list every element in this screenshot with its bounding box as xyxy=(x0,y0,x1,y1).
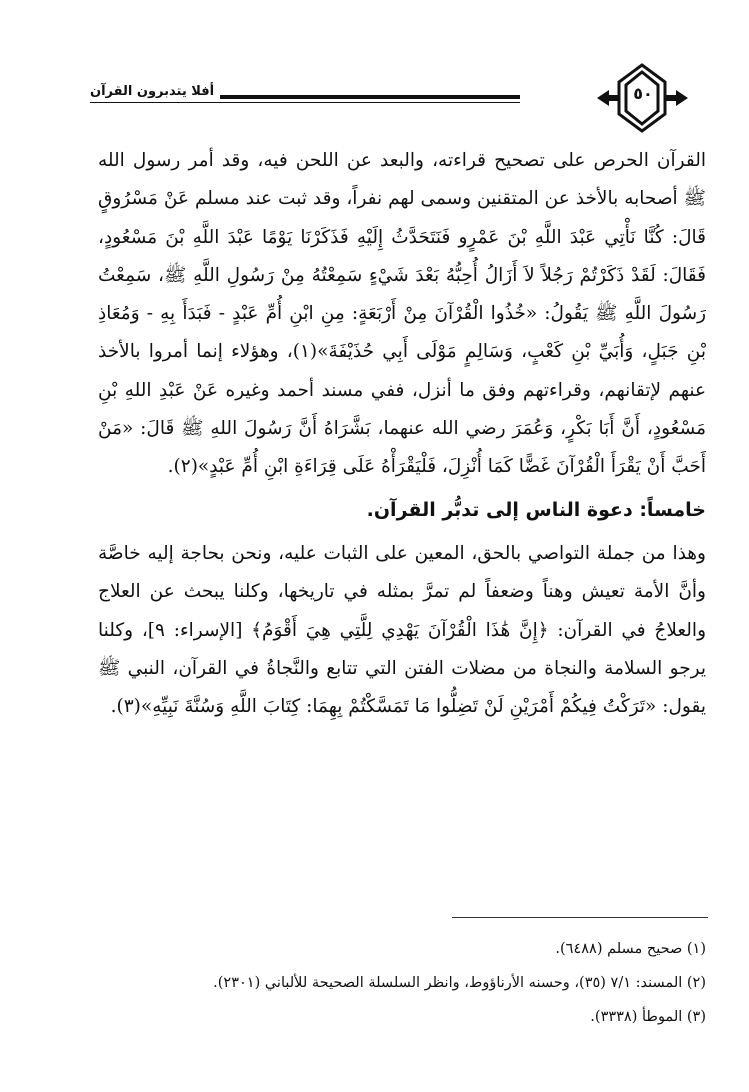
book-title: أفلا يتدبرون القرآن xyxy=(90,84,220,99)
footnote: (٣) الموطأ (٣٣٣٨). xyxy=(590,1009,706,1025)
footnote-separator xyxy=(452,917,708,918)
paragraph: القرآن الحرص على تصحيح قراءته، والبعد عن اللحن فيه، وقد أمر رسول الله ﷺ أصحابه بالأخذ عن المتقنين وسمى لهم نفراً، وقد ثبت عند مسلم عَنْ مَسْرُوقٍ قَالَ: كُنَّا نَأْتِي عَبْدَ اللَّهِ بْنَ عَمْرٍو فَنَتَحَدَّثُ إِلَيْهِ فَذَكَرْنَا يَوْمًا عَبْدَ اللَّهِ بْنَ مَسْعُودٍ، فَقَالَ: لَقَدْ ذَكَرْتُمْ رَجُلاً لاَ أَزَالُ أُحِبُّهُ بَعْدَ شَيْءٍ سَمِعْتُهُ مِنْ رَسُولِ اللَّهِ ﷺ، سَمِعْتُ رَسُولَ اللَّهِ ﷺ يَقُولُ: «خُذُوا الْقُرْآنَ مِنْ أَرْبَعَةٍ: مِنِ ابْنِ أُمِّ عَبْدٍ - فَبَدَأَ بِهِ - وَمُعَاذِ بْنِ جَبَلٍ، وَأُبَيِّ بْنِ كَعْبٍ، وَسَالِمٍ مَوْلَى أَبِي حُذَيْفَةَ»(١)، وهؤلاء إنما أمروا بالأخذ عنهم لإتقانهم، وقراءتهم وفق ما أنزل، ففي مسند أحمد وغيره عَنْ عَبْدِ اللهِ بْنِ مَسْعُودٍ، أَنَّ أَبَا بَكْرٍ، وَعُمَرَ رضي الله عنهما، بَشَّرَاهُ أَنَّ رَسُولَ اللهِ ﷺ قَالَ: «مَنْ أَحَبَّ أَنْ يَقْرَأَ الْقُرْآنَ غَضًّا كَمَا أُنْزِلَ، فَلْيَقْرَأْهُ عَلَى قِرَاءَةِ ابْنِ أُمِّ عَبْدٍ»(٢). xyxy=(98,150,706,478)
paragraph: وهذا من جملة التواصي بالحق، المعين على الثبات عليه، ونحن بحاجة إليه خاصَّة وأنَّ الأمة تعيش وهناً وضعفاً لم تمرَّ بمثله في تاريخها، وكلنا يبحث عن العلاج والعلاجُ في القرآن: ﴿إِنَّ هَٰذَا الْقُرْآنَ يَهْدِي لِلَّتِي هِيَ أَقْوَمُ﴾ [الإسراء: ٩]، وكلنا يرجو السلامة والنجاة من مضلات الفتن التي تتابع والنَّجاةُ في القرآن، النبي ﷺ يقول: «تَرَكْتُ فِيكُمْ أَمْرَيْنِ لَنْ تَضِلُّوا مَا تَمَسَّكْتُمْ بِهِمَا: كِتَابَ اللَّهِ وَسُنَّةَ نَبِيِّهِ»(٣). xyxy=(98,542,707,718)
page-number: ٥٠ xyxy=(633,84,653,103)
footnote: (١) صحيح مسلم (٦٤٨٨). xyxy=(555,941,706,957)
main-text xyxy=(98,142,706,726)
footnote: (٢) المسند: ٧/١ (٣٥)، وحسنه الأرناؤوط، وانظر السلسلة الصحيحة للألباني (٢٣٠١). xyxy=(213,975,706,991)
page-header xyxy=(90,62,690,134)
footnotes xyxy=(98,932,706,1034)
section-heading: خامساً: دعوة الناس إلى تدبُّر القرآن. xyxy=(366,498,706,521)
header-rule-thin xyxy=(90,102,520,103)
